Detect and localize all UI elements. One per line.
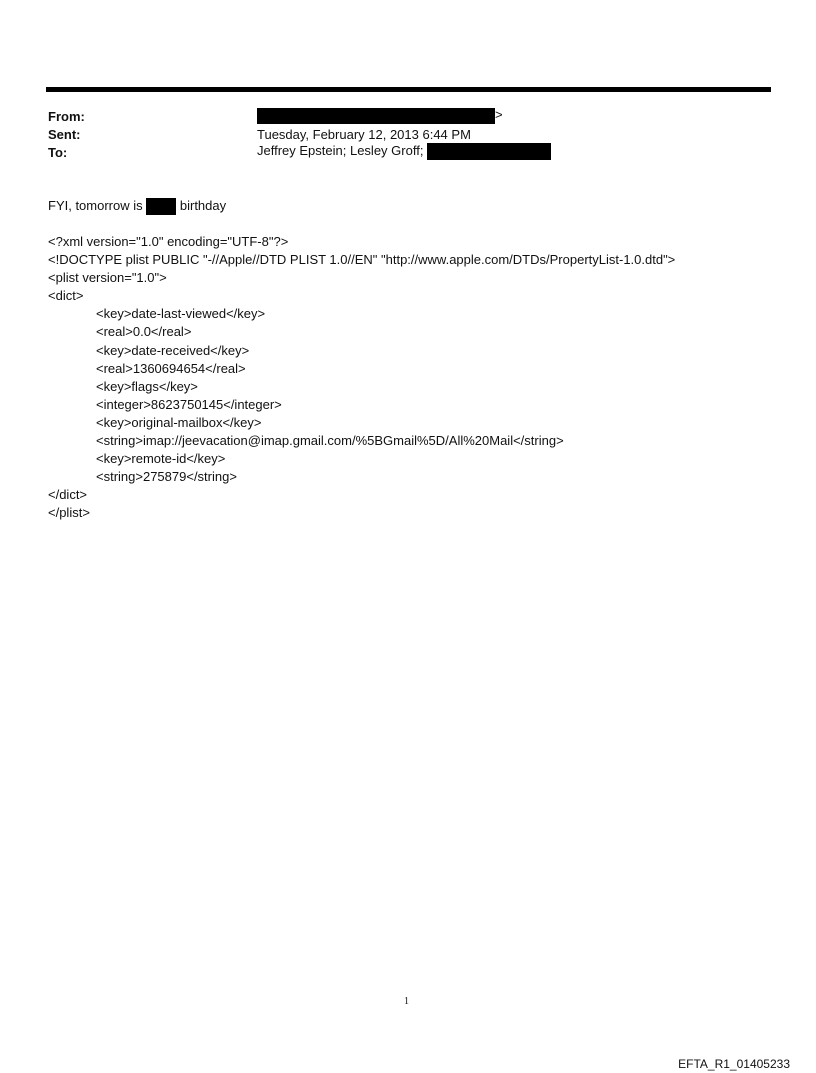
plist-line: <real>1360694654</real>	[96, 360, 246, 376]
redaction-box	[257, 108, 495, 124]
plist-block	[48, 233, 675, 523]
sent-value: Tuesday, February 12, 2013 6:44 PM	[257, 127, 471, 142]
plist-line: <!DOCTYPE plist PUBLIC "-//Apple//DTD PLIST 1.0//EN" "http://www.apple.com/DTDs/PropertyList-1.0.dtd">	[48, 252, 676, 268]
to-value	[257, 143, 551, 160]
from-label: From:	[48, 109, 85, 124]
message-body	[48, 198, 226, 215]
plist-line: <key>remote-id</key>	[96, 451, 226, 467]
message-text-after: birthday	[179, 198, 227, 213]
message-text-before: FYI, tomorrow is	[48, 198, 143, 213]
bates-number: EFTA_R1_01405233	[678, 1057, 790, 1071]
plist-line: <key>date-received</key>	[96, 342, 250, 358]
redaction-box	[427, 143, 551, 160]
plist-line: <real>0.0</real>	[96, 324, 192, 340]
plist-line: <plist version="1.0">	[48, 270, 167, 286]
to-label: To:	[48, 145, 68, 160]
plist-line: <key>flags</key>	[96, 378, 198, 394]
plist-line: <string>imap://jeevacation@imap.gmail.com/%5BGmail%5D/All%20Mail</string>	[96, 433, 564, 449]
plist-line: <dict>	[48, 288, 84, 304]
plist-line: <key>date-last-viewed</key>	[96, 306, 266, 322]
from-value	[257, 107, 503, 124]
from-suffix: >	[495, 107, 503, 122]
plist-line: </plist>	[48, 505, 90, 521]
plist-line: <key>original-mailbox</key>	[96, 414, 262, 430]
sent-label: Sent:	[48, 127, 81, 142]
plist-line: <integer>8623750145</integer>	[96, 396, 282, 412]
plist-line: <string>275879</string>	[96, 469, 237, 485]
to-recipients: Jeffrey Epstein; Lesley Groff;	[257, 143, 424, 158]
redaction-box	[146, 198, 176, 215]
page-number: 1	[404, 996, 409, 1007]
plist-line: </dict>	[48, 487, 88, 503]
header-rule	[46, 87, 771, 92]
plist-line: <?xml version="1.0" encoding="UTF-8"?>	[48, 234, 289, 249]
